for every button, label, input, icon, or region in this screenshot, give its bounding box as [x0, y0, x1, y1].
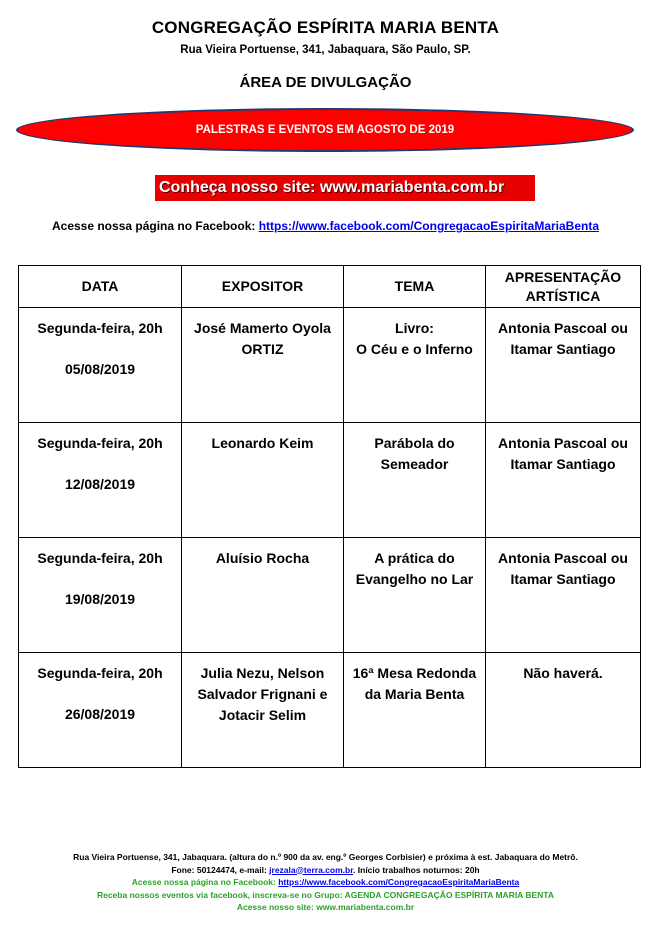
date-text: 12/08/2019: [64, 476, 136, 492]
art-cell: Antonia Pascoal ou Itamar Santiago: [486, 423, 641, 538]
footer-facebook: [0, 876, 651, 889]
table-row: [19, 308, 641, 423]
day-text: Segunda-feira, 20h: [37, 320, 163, 336]
footer-facebook-link[interactable]: https://www.facebook.com/CongregacaoEspiritaMariaBenta: [278, 877, 520, 887]
organization-title: CONGREGAÇÃO ESPÍRITA MARIA BENTA: [151, 18, 500, 37]
footer-site: Acesse nosso site: www.mariabenta.com.br: [236, 902, 415, 912]
art-cell: Não haverá.: [486, 653, 641, 768]
table-row: [19, 423, 641, 538]
date-text: 26/08/2019: [64, 706, 136, 722]
site-banner-text: Conheça nosso site: www.mariabenta.com.br: [159, 179, 505, 196]
footer-phone: Fone: 50124474, e-mail:: [171, 864, 270, 875]
facebook-link[interactable]: https://www.facebook.com/CongregacaoEspiritaMariaBenta: [258, 219, 600, 233]
day-text: Segunda-feira, 20h: [37, 550, 163, 566]
footer: [0, 851, 651, 914]
date-cell: [19, 423, 182, 538]
speaker-cell: Julia Nezu, Nelson Salvador Frignani e Jotacir Selim: [182, 653, 344, 768]
theme-cell: A prática do Evangelho no Lar: [344, 538, 486, 653]
date-cell: [19, 308, 182, 423]
footer-email-link[interactable]: jrezala@terra.com.br: [269, 864, 354, 875]
date-cell: [19, 653, 182, 768]
speaker-cell: Leonardo Keim: [182, 423, 344, 538]
header-expositor: EXPOSITOR: [182, 266, 344, 308]
events-banner-text: PALESTRAS E EVENTOS EM AGOSTO DE 2019: [195, 124, 455, 136]
header-tema: TEMA: [344, 266, 486, 308]
footer-group: Receba nossos eventos via facebook, inscreva-se no Grupo: AGENDA CONGREGAÇÃO ESPÍRITA MARIA BENTA: [96, 889, 555, 900]
table-row: [19, 653, 641, 768]
date-text: 19/08/2019: [64, 591, 136, 607]
art-cell: Antonia Pascoal ou Itamar Santiago: [486, 538, 641, 653]
speaker-cell: José Mamerto Oyola ORTIZ: [182, 308, 344, 423]
footer-facebook-label: Acesse nossa página no Facebook:: [131, 877, 279, 887]
footer-address: Rua Vieira Portuense, 341, Jabaquara. (altura do n.º 900 da av. eng.º Georges Corbisier) e próxima à est. Jabaquara do Metrô.: [73, 852, 578, 862]
speaker-cell: Aluísio Rocha: [182, 538, 344, 653]
footer-contact: [0, 864, 651, 877]
area-title: ÁREA DE DIVULGAÇÃO: [239, 74, 412, 91]
facebook-line: [0, 219, 651, 233]
art-cell: Antonia Pascoal ou Itamar Santiago: [486, 308, 641, 423]
date-text: 05/08/2019: [64, 361, 136, 377]
schedule-table: [18, 265, 641, 768]
organization-address: Rua Vieira Portuense, 341, Jabaquara, São Paulo, SP.: [180, 44, 471, 56]
header-apresentacao: APRESENTAÇÃO ARTÍSTICA: [486, 266, 641, 308]
theme-cell: Parábola do Semeador: [344, 423, 486, 538]
header-data: DATA: [19, 266, 182, 308]
events-banner: [16, 108, 634, 152]
site-banner: [155, 175, 535, 201]
day-text: Segunda-feira, 20h: [37, 665, 163, 681]
day-text: Segunda-feira, 20h: [37, 435, 163, 451]
facebook-label: Acesse nossa página no Facebook:: [51, 219, 259, 233]
theme-cell: Livro: O Céu e o Inferno: [344, 308, 486, 423]
date-cell: [19, 538, 182, 653]
table-row: [19, 538, 641, 653]
footer-hours: . Início trabalhos noturnos: 20h: [353, 864, 480, 875]
theme-cell: 16ª Mesa Redonda da Maria Benta: [344, 653, 486, 768]
table-header-row: [19, 266, 641, 308]
